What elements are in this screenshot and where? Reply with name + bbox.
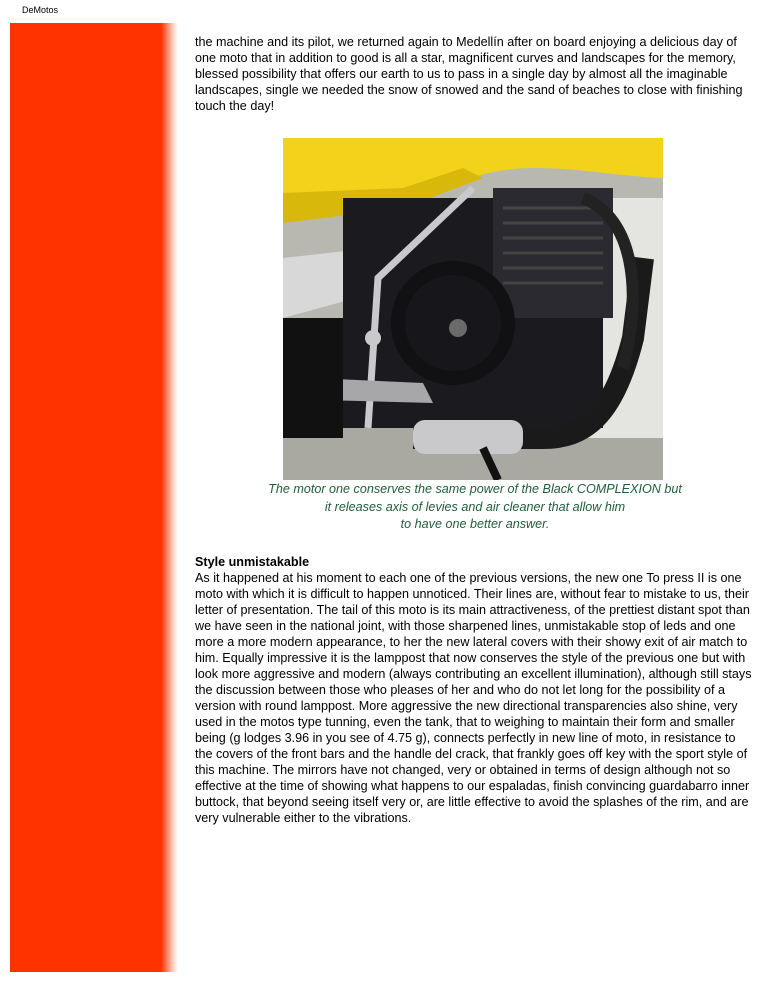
- figure-caption: [195, 481, 755, 534]
- caption-line: The motor one conserves the same power of the Black COMPLEXION but: [268, 482, 682, 496]
- intro-paragraph: the machine and its pilot, we returned again to Medellín after on board enjoying a delicious day of one moto that in addition to good is all a star, magnificent curves and landscapes for the memory, blessed possibility that offers our earth to us to pass in a single day by almost all the imaginable landscapes, single we needed the snow of snowed and the sand of beaches to close with finishing touch the day!: [195, 35, 743, 113]
- section-body: As it happened at his moment to each one of the previous versions, the new one To press II is one moto with which it is difficult to happen unnoticed. Their lines are, without fear to mistake to us, their letter of presentation. The tail of this moto is its main attractiveness, of the prettiest distant spot than we have seen in the national joint, with those sharpened lines, unmistakable stop of leds and one more a more modern appearance, to her the new lateral covers with their showy exit of air match to him. Equally impressive it is the lamppost that now conserves the style of the previous one but with look more aggressive and modern (always contributing an excellent illumination), although still stays the discussion between those who pleases of her and who do not let long for the possibility of a version with round lamppost. More aggressive the new directional transparencies also shine, very used in the motos type tunning, even the tank, that to weighing to maintain their form and smaller being (g lodges 3.96 in you see of 4.75 g), connects perfectly in new line of moto, in resistance to the covers of the front bars and the handle del crack, that frankly goes off key with the sport style of this machine. The mirrors have not changed, very or obtained in terms of design although not so effective at the time of showing what happens to our espaladas, finish convincing guardabarro inner buttock, that beyond seeing itself very or, are little effective to avoid the splashes of the rim, and are very vulnerable either to the vibrations.: [195, 571, 752, 825]
- red-side-bar: [10, 23, 178, 972]
- caption-line: it releases axis of levies and air cleaner that allow him: [324, 499, 626, 514]
- intro-section: [195, 34, 755, 114]
- motorcycle-engine-photo: [283, 138, 663, 480]
- section-title: Style unmistakable: [195, 555, 310, 569]
- caption-line: to have one better answer.: [400, 517, 550, 531]
- document-header-title: DeMotos: [22, 5, 59, 15]
- style-section: [195, 554, 755, 826]
